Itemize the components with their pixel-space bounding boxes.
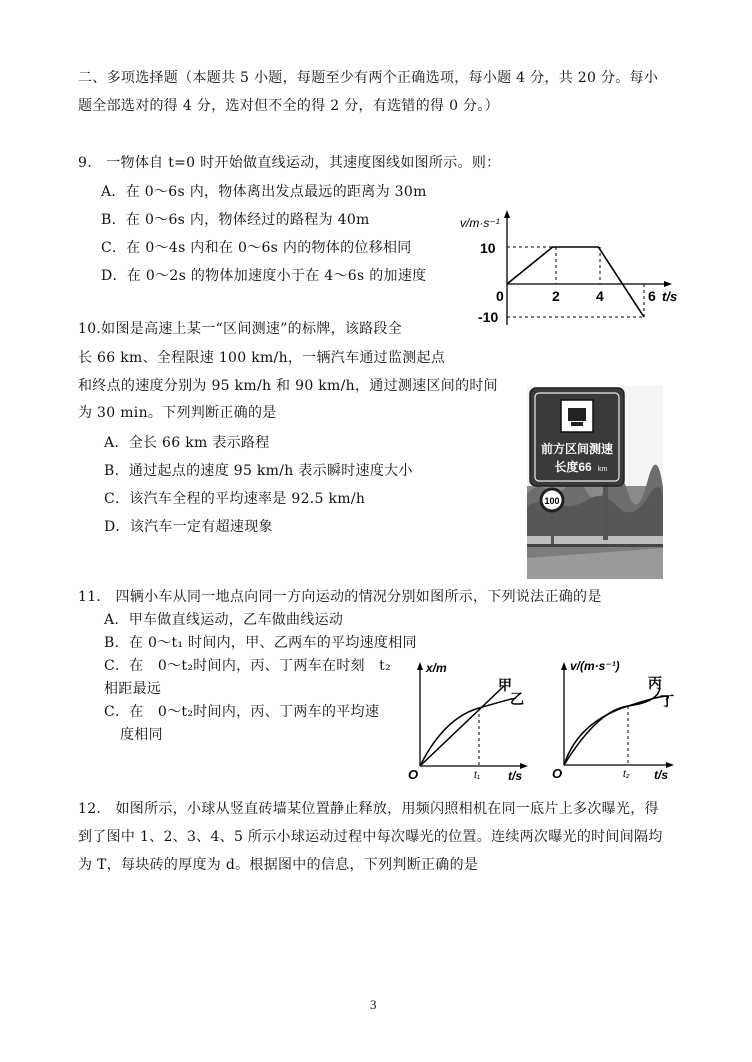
q11-option-d: C．在 0～t₂时间内，丙、丁两车的平均速 xyxy=(104,704,380,720)
q10-option-a: A．全长 66 km 表示路程 xyxy=(104,435,270,451)
q11-option-b: B．在 0～t₁ 时间内，甲、乙两车的平均速度相同 xyxy=(104,635,417,651)
sign-line1: 前方区间测速 xyxy=(540,442,614,456)
q11-curve-ding xyxy=(564,696,668,765)
q11-option-a: A．甲车做直线运动，乙车做曲线运动 xyxy=(104,612,344,628)
q9-option-a: A．在 0～6s 内，物体离出发点最远的距离为 30m xyxy=(101,184,427,200)
sign-unit: km xyxy=(598,466,608,473)
section-header-line1: 二、多项选择题（本题共 5 小题，每题至少有两个正确选项，每小题 4 分，共 20 分。每小 xyxy=(78,70,659,86)
section-header-line2: 题全部选对的得 4 分，选对但不全的得 2 分，有选错的得 0 分。） xyxy=(78,98,499,114)
q9-ylabel: v/m·s⁻¹ xyxy=(460,216,500,230)
q11g1-label-jia: 甲 xyxy=(498,677,512,693)
q11-curve-yi xyxy=(420,698,516,766)
q10-stem-line1: 10.如图是高速上某一“区间测速”的标牌，该路段全 xyxy=(78,321,403,337)
q9-ytick-10: 10 xyxy=(480,240,496,256)
q11-vt-graph xyxy=(548,652,680,782)
q11g2-label-bing: 丙 xyxy=(648,675,662,691)
q12-line3: 为 T，每块砖的厚度为 d。根据图中的信息，下列判断正确的是 xyxy=(78,857,479,873)
q9-option-c: C．在 0～4s 内和在 0～6s 内的物体的位移相同 xyxy=(101,240,412,256)
q12-line2: 到了图中 1、2、3、4、5 所示小球运动过程中每次曝光的位置。连续两次曝光的时间间隔均 xyxy=(78,829,663,845)
q10-option-b: B．通过起点的速度 95 km/h 表示瞬时速度大小 xyxy=(104,463,413,479)
page-number: 3 xyxy=(370,997,377,1012)
q11g2-tick: t₂ xyxy=(623,769,630,780)
q11-line-jia xyxy=(420,686,504,766)
q11g1-ylabel: x/m xyxy=(426,661,447,675)
q9-y-arrow xyxy=(504,210,510,218)
q9-xtick-2: 2 xyxy=(552,288,560,304)
q12-line1: 12. 如图所示，小球从竖直砖墙某位置静止释放，用频闪照相机在同一底片上多次曝光，得 xyxy=(78,801,659,817)
q11g2-label-ding: 丁 xyxy=(660,693,674,709)
q9-xlabel: t/s xyxy=(662,289,678,304)
q9-xtick-4: 4 xyxy=(596,288,604,304)
q11-option-c: C．在 0～t₂时间内，丙、丁两车在时刻 t₂ xyxy=(104,658,391,674)
q11-option-c-cont: 相距最远 xyxy=(104,681,162,697)
sign-line2: 长度66 xyxy=(554,460,592,474)
q9-velocity-line xyxy=(507,247,644,317)
q11g2-origin: O xyxy=(552,766,563,781)
q9-option-b: B．在 0～6s 内，物体经过的路程为 40m xyxy=(101,212,370,228)
q11g2-xlabel: t/s xyxy=(654,768,669,782)
q11-stem: 11. 四辆小车从同一地点向同一方向运动的情况分别如图所示，下列说法正确的是 xyxy=(78,589,602,605)
q9-x-arrow xyxy=(664,281,672,287)
q11g1-label-yi: 乙 xyxy=(510,691,524,707)
q10-stem-line4: 为 30 min。下列判断正确的是 xyxy=(78,405,277,421)
q9-origin: 0 xyxy=(496,288,504,304)
q10-option-d: D．该汽车一定有超速现象 xyxy=(104,519,273,535)
q11g1-tick: t₁ xyxy=(474,770,480,781)
q11-option-d-cont: 度相同 xyxy=(120,727,163,743)
q11g1-origin: O xyxy=(408,767,419,782)
speed-limit-value: 100 xyxy=(544,496,560,506)
q9-stem: 9. 一物体自 t=0 时开始做直线运动，其速度图线如图所示。则： xyxy=(78,155,501,171)
q9-vt-graph xyxy=(452,205,692,330)
q11g1-xlabel: t/s xyxy=(508,769,523,783)
q10-stem-line2: 长 66 km、全程限速 100 km/h，一辆汽车通过监测起点 xyxy=(78,350,446,366)
q9-ytick-neg10: -10 xyxy=(478,309,499,325)
q9-xtick-6: 6 xyxy=(648,288,656,304)
q10-option-c: C．该汽车全程的平均速率是 92.5 km/h xyxy=(104,491,366,507)
q11-curve-bing xyxy=(564,688,660,765)
q9-option-d: D．在 0～2s 的物体加速度小于在 4～6s 的加速度 xyxy=(101,268,427,284)
q11g2-ylabel: v/(m·s⁻¹) xyxy=(570,659,620,673)
q10-road-sign-photo xyxy=(527,386,663,579)
q11-xt-graph xyxy=(404,658,534,783)
q10-stem-line3: 和终点的速度分别为 95 km/h 和 90 km/h，通过测速区间的时间 xyxy=(78,378,498,394)
